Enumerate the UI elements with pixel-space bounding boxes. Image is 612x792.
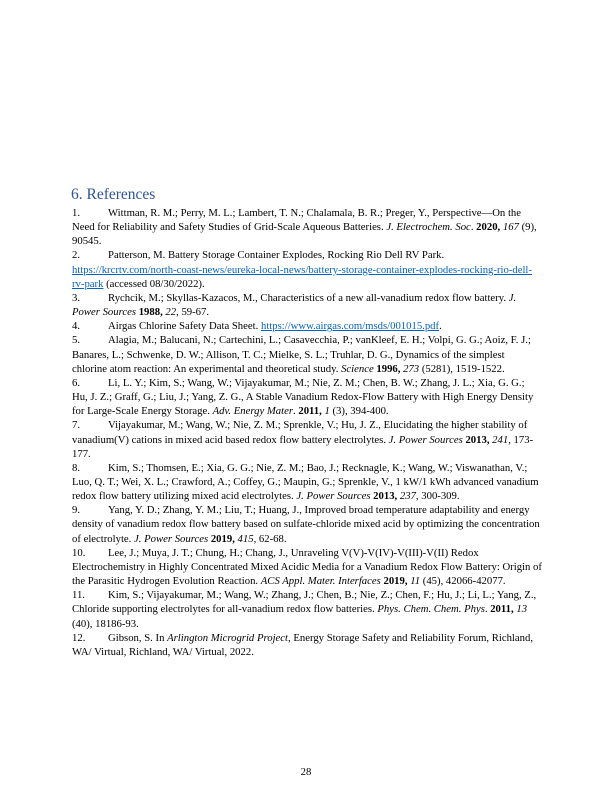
reference-link[interactable]: https://krcrtv.com/north-coast-news/eureka-local-news/battery-storage-container-explodes-rocking-rio-dell-rv-park [72,263,532,290]
reference-year: 1996, [376,362,401,375]
reference-year: 2011, [490,603,514,616]
reference-item [72,503,542,545]
reference-year: 2020, [476,221,501,234]
reference-text: (accessed 08/30/2022). [103,277,205,290]
reference-text: Airgas Chlorine Safety Data Sheet. [108,320,261,333]
reference-italic-text: 241 [492,433,509,446]
reference-item [72,206,542,248]
reference-text: , Energy Storage Safety and Reliability Forum, Richland, WA/ Virtual, Richland, WA/ Virtual, 2022. [72,631,533,658]
reference-text: , 173-177. [72,433,534,460]
reference-text: Kim, S.; Thomsen, E.; Xia, G. G.; Nie, Z. M.; Bao, J.; Recknagle, K.; Wang, W.; Viswanathan, V.; Luo, Q. T.; Wei, X. L.; Crawford, A.; Coffey, G.; Maupin, G.; Sprenkle, V., 1 kW/1 kWh advanced vanadium redox flow battery utilizing mixed acid electrolytes. [72,461,539,503]
reference-italic-text: Phys. Chem. Chem. Phys [377,603,485,616]
reference-item [72,291,542,319]
reference-number: 1. [72,207,81,219]
section-title: 6. References [71,186,156,203]
reference-italic-text: J. Power Sources [134,532,209,545]
reference-year: 2019, [210,532,235,545]
reference-item [72,376,542,418]
reference-italic-text: ACS Appl. Mater. Interfaces [260,575,381,588]
reference-italic-text: 167 [502,221,519,234]
reference-italic-text: J. Power Sources [296,490,371,503]
reference-text: Kim, S.; Vijayakumar, M.; Wang, W.; Zhang, J.; Chen, B.; Nie, Z.; Chen, F.; Hu, J.; Li, L.; Yang, Z., Chloride supporting electrolytes for all-vanadium redox flow batteries. [72,589,537,616]
reference-text: Vijayakumar, M.; Wang, W.; Nie, Z. M.; Sprenkle, V.; Hu, J. Z., Elucidating the higher stability of vanadium(V) cations in mixed acid based redox flow battery electrolytes. [72,419,528,446]
reference-italic-text: J. Power Sources [388,433,463,446]
reference-italic-text: 22 [165,306,177,319]
reference-link[interactable]: https://www.airgas.com/msds/001015.pdf [260,320,440,333]
reference-number: 7. [72,419,81,432]
reference-text: (45), 42066-42077. [420,575,506,588]
reference-text: , 62-68. [253,532,287,545]
reference-number: 10. [72,546,86,559]
reference-item [72,333,542,375]
reference-italic-text: 237 [399,490,416,503]
reference-item [72,631,542,659]
reference-text: (9), 90545. [72,221,537,248]
reference-text: , 59-67. [176,306,210,319]
reference-item [72,461,542,503]
reference-number: 6. [72,376,81,389]
reference-italic-text: 1 [324,405,330,418]
reference-year: 2013, [465,433,490,446]
reference-text: Rychcik, M.; Skyllas-Kazacos, M., Characteristics of a new all-vanadium redox flow battery. [108,291,509,304]
reference-year: 2013, [373,490,398,503]
reference-text: Alagia, M.; Balucani, N.; Cartechini, L.; Casavecchia, P.; vanKleef, E. H.; Volpi, G. G.; Aoiz, F. J.; Banares, L.; Schwenke, D. W.; Allison, T. C.; Mielke, S. L.; Truhlar, D. G., Dynamics of the simplest chlorine atom reaction: An experimental and theoretical study. [72,334,531,375]
reference-number: 11. [72,589,85,602]
reference-text: (5281), 1519-1522. [419,362,505,375]
page-number: 28 [300,766,312,778]
reference-item [72,546,542,588]
reference-italic-text: J. Power Sources [72,291,517,319]
reference-italic-text: J. Electrochem. Soc [386,221,471,234]
reference-number: 12. [72,631,86,644]
reference-list [72,206,542,659]
reference-italic-text: 11 [410,575,421,588]
reference-text: Li, L. Y.; Kim, S.; Wang, W.; Vijayakumar, M.; Nie, Z. M.; Chen, B. W.; Zhang, J. L.; Xia, G. G.; Hu, J. Z.; Graff, G.; Liu, J.; Yang, Z. G., A Stable Vanadium Redox-Flow Battery with High Energy Density for Large-Scale Energy Storage. [72,376,534,418]
reference-italic-text: Arlington Microgrid Project [167,631,289,644]
reference-text: . [484,603,491,616]
reference-item [72,248,542,290]
reference-text: . [470,221,477,234]
reference-text: Gibson, S. In [108,631,168,644]
reference-year: 2011, [298,405,322,418]
reference-number: 5. [72,334,81,347]
reference-text: Wittman, R. M.; Perry, M. L.; Lambert, T. N.; Chalamala, B. R.; Preger, Y., Perspective—On the Need for Reliability and Safety Studies of Grid-Scale Aqueous Batteries. [72,207,522,234]
reference-item [72,588,542,630]
reference-text: . [293,405,299,418]
reference-item [72,418,542,460]
reference-year: 2019, [383,575,408,588]
reference-italic-text: 13 [516,603,528,616]
reference-number: 8. [72,461,81,474]
reference-number: 3. [72,291,81,304]
reference-number: 9. [72,504,81,517]
reference-text: Lee, J.; Muya, J. T.; Chung, H.; Chang, J., Unraveling V(V)-V(IV)-V(III)-V(II) Redox Electrochemistry in Highly Concentrated Mixed Acidic Media for a Vanadium Redox Flow Battery: Origin of the Parasitic Hydrogen Evolution Reaction. [72,546,542,588]
reference-year: 1988, [138,306,163,319]
reference-text: Yang, Y. D.; Zhang, Y. M.; Liu, T.; Huang, J., Improved broad temperature adaptability and energy density of vanadium redox flow battery based on sulfate-chloride mixed acid by optimizing the concentration of electrolyte. [72,504,540,545]
reference-number: 2. [72,249,81,262]
reference-text: Patterson, M. Battery Storage Container Explodes, Rocking Rio Dell RV Park. [108,249,445,262]
reference-number: 4. [72,320,81,333]
reference-italic-text: Science [341,362,374,375]
reference-italic-text: Adv. Energy Mater [212,405,293,418]
references-section [72,186,542,659]
reference-text: (40), 18186-93. [72,617,139,630]
reference-text: . [439,320,442,333]
reference-italic-text: 415 [237,532,254,545]
reference-italic-text: 273 [403,362,420,375]
reference-text: , 300-309. [415,490,460,503]
reference-text: (3), 394-400. [329,405,389,418]
reference-item [72,319,542,333]
